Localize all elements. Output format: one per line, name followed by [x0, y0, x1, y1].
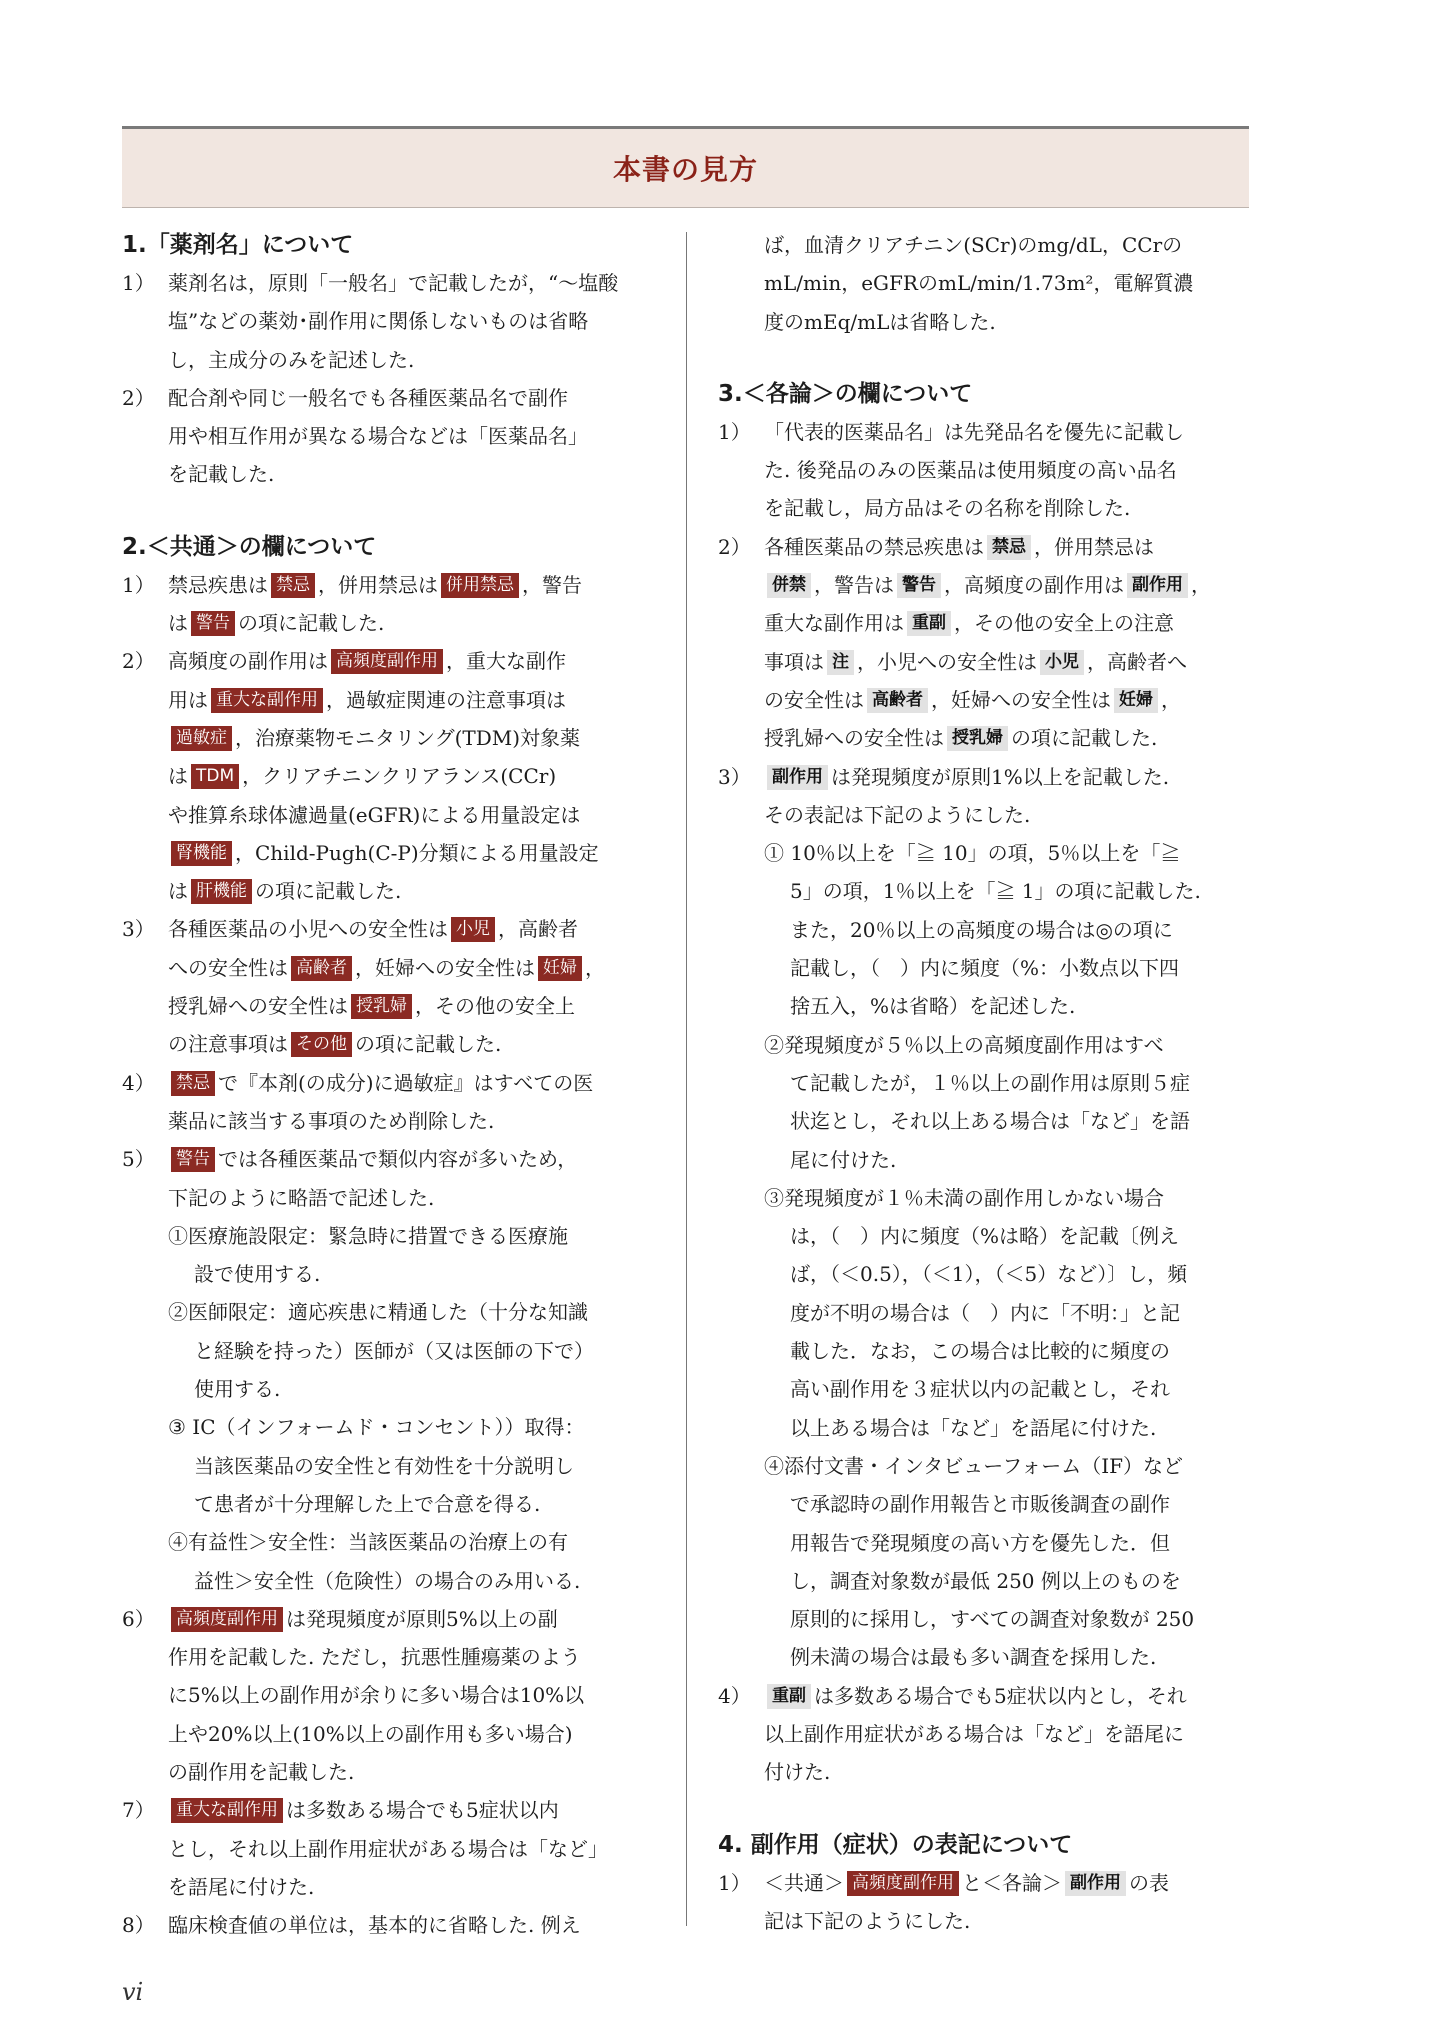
item-text: 記は下記のようにした. — [764, 1908, 971, 1933]
sub-item-text: 度が不明の場合は（ ）内に「不明：」と記 — [790, 1300, 1180, 1325]
tag-badge: 高齢者 — [291, 956, 352, 981]
item-text: の項に記載した. — [255, 879, 402, 904]
item-text: の注意事項は — [168, 1032, 288, 1057]
item-text: 重大な副作用は — [764, 611, 904, 636]
tag-badge: 警告 — [191, 611, 235, 636]
item-text: た. 後発品のみの医薬品は使用頻度の高い品名 — [764, 458, 1177, 483]
tag-badge: TDM — [191, 764, 239, 789]
sub-item-text: 用報告で発現頻度の高い方を優先した．但 — [790, 1530, 1170, 1555]
item-text: の項に記載した. — [238, 611, 385, 636]
item-text: 高頻度の副作用は — [168, 649, 328, 674]
item-text: ，警告は — [814, 573, 894, 598]
item-number: 6） — [122, 1606, 155, 1631]
item-text: 事項は — [764, 649, 824, 674]
item-number: 1） — [122, 572, 155, 597]
item-text: への安全性は — [168, 955, 288, 980]
tag-badge: 腎機能 — [171, 841, 232, 866]
list-item — [718, 413, 1258, 528]
sub-item-text: て患者が十分理解した上で合意を得る. — [194, 1491, 541, 1516]
item-text: 下記のように略語で記述した. — [168, 1185, 435, 1210]
sub-item-text: 高い副作用を３症状以内の記載とし，それ — [790, 1377, 1170, 1402]
item-text: 薬剤名は，原則「一般名」で記載したが，“〜塩酸 — [168, 271, 619, 295]
item-text: の項に記載した. — [1011, 726, 1158, 751]
item-number: 1） — [718, 419, 751, 444]
list-item — [122, 1906, 668, 1944]
list-item — [122, 1064, 668, 1141]
item-text: は — [168, 611, 188, 636]
tag-badge: 高頻度副作用 — [847, 1871, 959, 1896]
item-number: 2） — [122, 649, 155, 674]
tag-badge: 警告 — [171, 1147, 215, 1172]
sub-item-text: 載した．なお，この場合は比較的に頻度の — [790, 1339, 1170, 1364]
item-text: の安全性は — [764, 687, 864, 712]
item-text: ， — [1191, 573, 1211, 598]
sub-item-text: 設で使用する. — [194, 1262, 321, 1287]
item-number: 2） — [122, 385, 155, 410]
sub-item-text: 5」の項，1％以上を「≧ 1」の項に記載した. — [790, 879, 1201, 904]
item-text: は — [168, 879, 188, 904]
list-item — [122, 566, 668, 643]
page-number: vi — [122, 1978, 144, 2006]
sub-item-text: 使用する. — [194, 1377, 281, 1402]
item-text: ，クリアチニンクリアランス(CCr) — [242, 764, 557, 789]
sub-item-text: ②医師限定：適応疾患に精通した（十分な知識 — [168, 1300, 588, 1325]
sub-item-text: 記載し，（ ）内に頻度（%：小数点以下四 — [790, 956, 1180, 981]
item-text: や推算糸球体濾過量(eGFR)による用量設定は — [168, 802, 581, 827]
item-text: の表 — [1129, 1870, 1169, 1895]
sub-item-text: 原則的に採用し，すべての調査対象数が 250 — [790, 1607, 1195, 1632]
item-text: 以上副作用症状がある場合は「など」を語尾に — [764, 1721, 1184, 1746]
tag-badge: 肝機能 — [191, 879, 252, 904]
item-text: では各種医薬品で類似内容が多いため， — [218, 1147, 578, 1172]
sub-item-text: ③発現頻度が１％未満の副作用しかない場合 — [764, 1185, 1164, 1210]
item-text: 各種医薬品の小児への安全性は — [168, 917, 448, 942]
item-text: ，妊婦への安全性は — [931, 687, 1111, 712]
item-text: ＜共通＞ — [764, 1870, 844, 1895]
item-text: 薬品に該当する事項のため削除した. — [168, 1108, 495, 1133]
item-text: とし，それ以上副作用症状がある場合は「など」 — [168, 1836, 608, 1861]
item-text: 上や20%以上(10%以上の副作用も多い場合) — [168, 1721, 573, 1746]
tag-badge: 重副 — [907, 611, 951, 636]
item-text: 度のmEq/mLは省略した. — [764, 309, 996, 334]
tag-badge: 禁忌 — [271, 573, 315, 598]
item-text: は発現頻度が原則1%以上を記載した. — [831, 764, 1170, 789]
item-text: 各種医薬品の禁忌疾患は — [764, 534, 984, 559]
item-text: 禁忌疾患は — [168, 572, 268, 597]
sub-item-text: ②発現頻度が５％以上の高頻度副作用はすべ — [764, 1032, 1164, 1057]
tag-badge: 高頻度副作用 — [331, 649, 443, 674]
item-text: mL/min，eGFRのmL/min/1.73m²，電解質濃 — [764, 271, 1194, 296]
list-item — [718, 758, 1258, 1677]
tag-badge: 高頻度副作用 — [171, 1607, 283, 1632]
item-text: 用は — [168, 687, 208, 712]
item-text: ，Child-Pugh(C-P)分類による用量設定 — [235, 840, 599, 865]
item-text: で『本剤(の成分)に過敏症』はすべての医 — [218, 1070, 594, 1095]
sub-item-text: 捨五入，%は省略）を記述した. — [790, 994, 1076, 1019]
item-text: は — [168, 764, 188, 789]
item-number: 4） — [718, 1683, 751, 1708]
item-text: 「代表的医薬品名」は先発品名を優先に記載し — [764, 419, 1184, 444]
tag-badge: 副作用 — [1065, 1871, 1126, 1896]
sub-item-text: また，20％以上の高頻度の場合は◎の項に — [790, 917, 1173, 942]
item-text: は発現頻度が原則5%以上の副 — [286, 1606, 558, 1631]
item-text: ，併用禁忌は — [1034, 534, 1154, 559]
sub-item-text: ④有益性＞安全性：当該医薬品の治療上の有 — [168, 1530, 568, 1555]
item-text: の項に記載した. — [355, 1032, 502, 1057]
tag-badge: 副作用 — [767, 765, 828, 790]
tag-badge: 過敏症 — [171, 726, 232, 751]
title-band — [122, 126, 1249, 208]
section-heading-4: 4. 副作用（症状）の表記について — [718, 1831, 1073, 1858]
item-text: を記載し，局方品はその名称を削除した. — [764, 496, 1131, 521]
sub-item-text: 当該医薬品の安全性と有効性を十分説明し — [194, 1453, 574, 1478]
item-text: ，重大な副作 — [446, 649, 566, 674]
list-item — [718, 1864, 1258, 1941]
list-item — [122, 264, 668, 379]
tag-badge: 重副 — [767, 1684, 811, 1709]
tag-badge: 禁忌 — [987, 535, 1031, 560]
tag-badge: 高齢者 — [867, 688, 928, 713]
left-column — [122, 226, 668, 1944]
list-item — [718, 1677, 1258, 1792]
sub-item-text: ④添付文書・インタビューフォーム（IF）など — [764, 1453, 1183, 1478]
item-text: 授乳婦への安全性は — [168, 994, 348, 1019]
sub-item-text: ば，（＜0.5），（＜1），（＜5）など）〕し，頻 — [790, 1262, 1188, 1287]
section-heading-3: 3.＜各論＞の欄について — [718, 380, 973, 407]
sub-item-text: で承認時の副作用報告と市販後調査の副作 — [790, 1492, 1170, 1517]
item-number: 8） — [122, 1913, 155, 1938]
item-text: 塩”などの薬効･副作用に関係しないものは省略 — [168, 309, 589, 334]
tag-badge: 警告 — [897, 573, 941, 598]
tag-badge: 授乳婦 — [351, 994, 412, 1019]
tag-badge: 注 — [827, 650, 854, 675]
sub-item-text: 状迄とし，それ以上ある場合は「など」を語 — [790, 1109, 1190, 1134]
item-text: ，高齢者 — [498, 917, 578, 942]
tag-badge: 禁忌 — [171, 1071, 215, 1096]
tag-badge: 併用禁忌 — [441, 573, 519, 598]
sub-item-text: は，（ ）内に頻度（%は略）を記載〔例え — [790, 1224, 1180, 1249]
tag-badge: 妊婦 — [1114, 688, 1158, 713]
item-text: ，高頻度の副作用は — [944, 573, 1124, 598]
item-text: ，治療薬物モニタリング(TDM)対象薬 — [235, 725, 581, 750]
item-number: 4） — [122, 1070, 155, 1095]
item-text: ，その他の安全上の注意 — [954, 611, 1174, 636]
item-text: ，その他の安全上 — [415, 994, 575, 1019]
sub-item-text: 以上ある場合は「など」を語尾に付けた. — [790, 1415, 1157, 1440]
sub-item-text: て記載したが，１％以上の副作用は原則５症 — [790, 1070, 1190, 1095]
tag-badge: 重大な副作用 — [171, 1798, 283, 1823]
item-number: 1） — [122, 271, 155, 295]
item-text: 作用を記載した. ただし，抗悪性腫瘍薬のよう — [168, 1645, 581, 1670]
sub-item-text: 益性＞安全性（危険性）の場合のみ用いる. — [194, 1568, 581, 1593]
right-column — [718, 226, 1258, 1940]
tag-badge: 併禁 — [767, 573, 811, 598]
tag-badge: 小児 — [451, 917, 495, 942]
list-item — [122, 1140, 668, 1600]
tag-badge: 副作用 — [1127, 573, 1188, 598]
sub-item-text: と経験を持った）医師が（又は医師の下で） — [194, 1338, 594, 1363]
list-item — [122, 379, 668, 494]
item-text: ，警告 — [522, 572, 582, 597]
list-item — [122, 910, 668, 1063]
item-text: 授乳婦への安全性は — [764, 726, 944, 751]
list-item — [122, 1600, 668, 1791]
item-text: 配合剤や同じ一般名でも各種医薬品名で副作 — [168, 385, 568, 410]
item-text: ，併用禁忌は — [318, 572, 438, 597]
section-heading-2: 2.＜共通＞の欄について — [122, 533, 377, 560]
item-text: ，小児への安全性は — [857, 649, 1037, 674]
sub-item-text: ③ IC（インフォームド・コンセント））取得： — [168, 1415, 585, 1440]
sub-item-text: ① 10％以上を「≧ 10」の項，5％以上を「≧ — [764, 841, 1181, 866]
item-number: 3） — [122, 917, 155, 942]
item-text: は多数ある場合でも5症状以内とし，それ — [814, 1683, 1187, 1708]
item-text: ， — [1161, 687, 1181, 712]
sub-item-text: ①医療施設限定：緊急時に措置できる医療施 — [168, 1223, 568, 1248]
column-divider — [686, 232, 687, 1926]
tag-badge: 授乳婦 — [947, 726, 1008, 751]
page-title: 本書の見方 — [612, 153, 758, 186]
list-item — [122, 642, 668, 910]
sub-item-text: 例未満の場合は最も多い調査を採用した. — [790, 1645, 1157, 1670]
item-text: ，妊婦への安全性は — [355, 955, 535, 980]
item-number: 5） — [122, 1147, 155, 1172]
item-text: ，過敏症関連の注意事項は — [326, 687, 566, 712]
tag-badge: 重大な副作用 — [211, 688, 323, 713]
list-item — [718, 528, 1258, 758]
item-number: 3） — [718, 764, 751, 789]
item-text: 用や相互作用が異なる場合などは「医薬品名」 — [168, 424, 588, 449]
section-heading-1: 1.「薬剤名」について — [122, 232, 354, 258]
item-text: し，主成分のみを記述した. — [168, 347, 415, 372]
item-text: に5%以上の副作用が余りに多い場合は10%以 — [168, 1683, 585, 1708]
item-text: と＜各論＞ — [962, 1870, 1062, 1895]
item-text: 臨床検査値の単位は，基本的に省略した. 例え — [168, 1913, 581, 1938]
item-text: ，高齢者へ — [1087, 649, 1187, 674]
item-text: その表記は下記のようにした. — [764, 802, 1031, 827]
item-text: 付けた. — [764, 1760, 831, 1785]
item-text: ， — [585, 955, 605, 980]
item-text: を語尾に付けた. — [168, 1874, 315, 1899]
item-number: 1） — [718, 1870, 751, 1895]
sub-item-text: し，調査対象数が最低 250 例以上のものを — [790, 1568, 1181, 1593]
item-text: は多数ある場合でも5症状以内 — [286, 1798, 559, 1823]
item-number: 7） — [122, 1798, 155, 1823]
item-text: ば，血清クリアチニン(SCr)のmg/dL，CCrの — [764, 233, 1183, 257]
tag-badge: 小児 — [1040, 650, 1084, 675]
tag-badge: 妊婦 — [538, 956, 582, 981]
item-text: の副作用を記載した. — [168, 1759, 355, 1784]
item-number: 2） — [718, 534, 751, 559]
item-text: を記載した. — [168, 462, 275, 487]
list-item — [122, 1791, 668, 1906]
tag-badge: その他 — [291, 1032, 352, 1057]
sub-item-text: 尾に付けた. — [790, 1147, 897, 1172]
